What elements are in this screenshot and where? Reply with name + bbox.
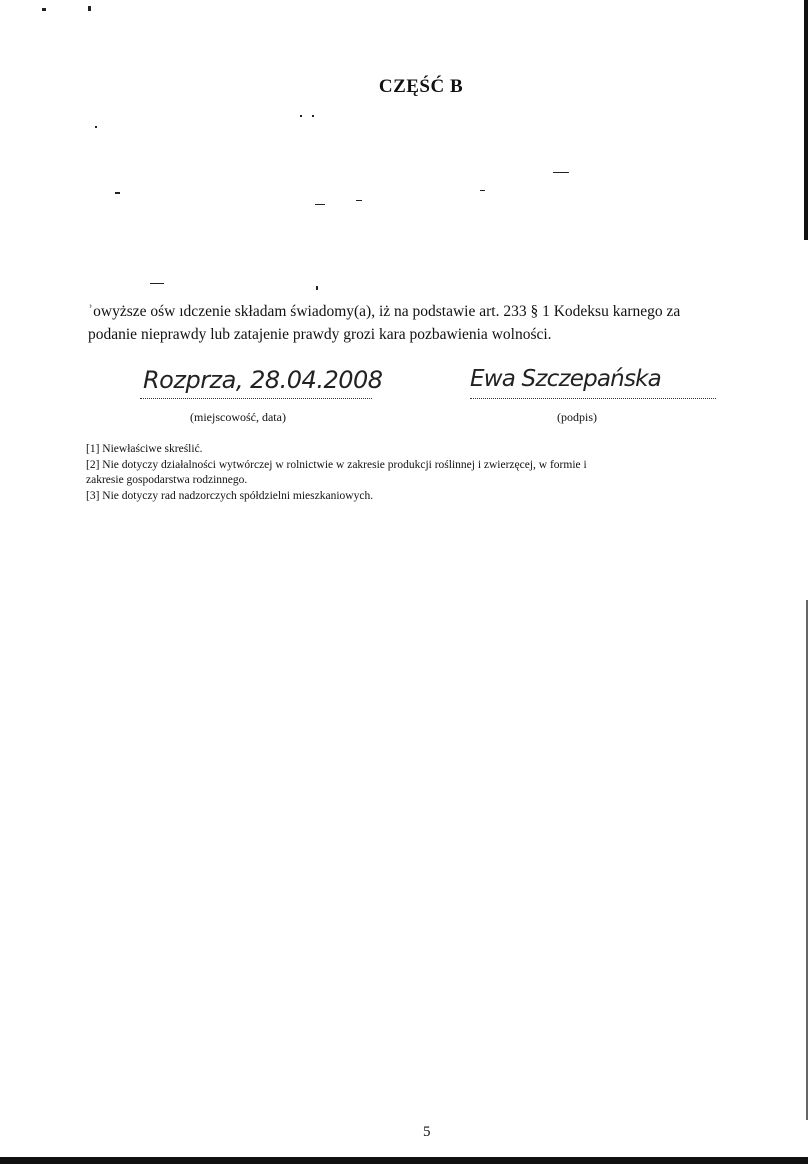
scan-speck (88, 6, 91, 11)
signature-dotted-line (470, 398, 716, 399)
handwritten-signature: Ewa Szczepańska (470, 366, 661, 392)
scan-speck (312, 115, 314, 117)
scan-speck (316, 286, 318, 290)
scan-speck (150, 283, 164, 284)
scan-speck (95, 126, 97, 128)
footnote: [1] Niewłaściwe skreślić. (86, 443, 203, 455)
footnote: zakresie gospodarstwa rodzinnego. (86, 474, 248, 486)
scan-speck (42, 8, 46, 11)
handwritten-place-date: Rozprza, 28.04.2008 (143, 366, 383, 394)
scan-edge-right (804, 0, 808, 240)
page-number: 5 (423, 1124, 431, 1140)
scan-speck (300, 115, 302, 117)
scan-speck (553, 172, 569, 173)
signature-caption: (podpis) (557, 410, 597, 424)
footnote: [3] Nie dotyczy rad nadzorczych spółdzielni mieszkaniowych. (86, 489, 374, 502)
section-heading: CZĘŚĆ B (378, 76, 464, 97)
statement-line: ʾowyższe ośw ıdczenie składam świadomy(a), iż na podstawie art. 233 § 1 Kodeksu karnego za (88, 303, 681, 320)
place-date-dotted-line (140, 398, 372, 399)
statement-line: podanie nieprawdy lub zatajenie prawdy grozi kara pozbawienia wolności. (88, 326, 552, 343)
scan-edge-bottom (0, 1157, 808, 1164)
scan-speck (480, 190, 485, 191)
scan-speck (115, 192, 120, 194)
scan-speck (315, 204, 325, 205)
footnote: [2] Nie dotyczy działalności wytwórczej w rolnictwie w zakresie produkcji roślinnej i zwierzęcej, w formie i (86, 458, 587, 471)
scan-speck (356, 200, 362, 201)
declaration-statement (88, 300, 748, 346)
place-date-caption: (miejscowość, data) (190, 410, 286, 424)
footnotes (86, 442, 726, 504)
